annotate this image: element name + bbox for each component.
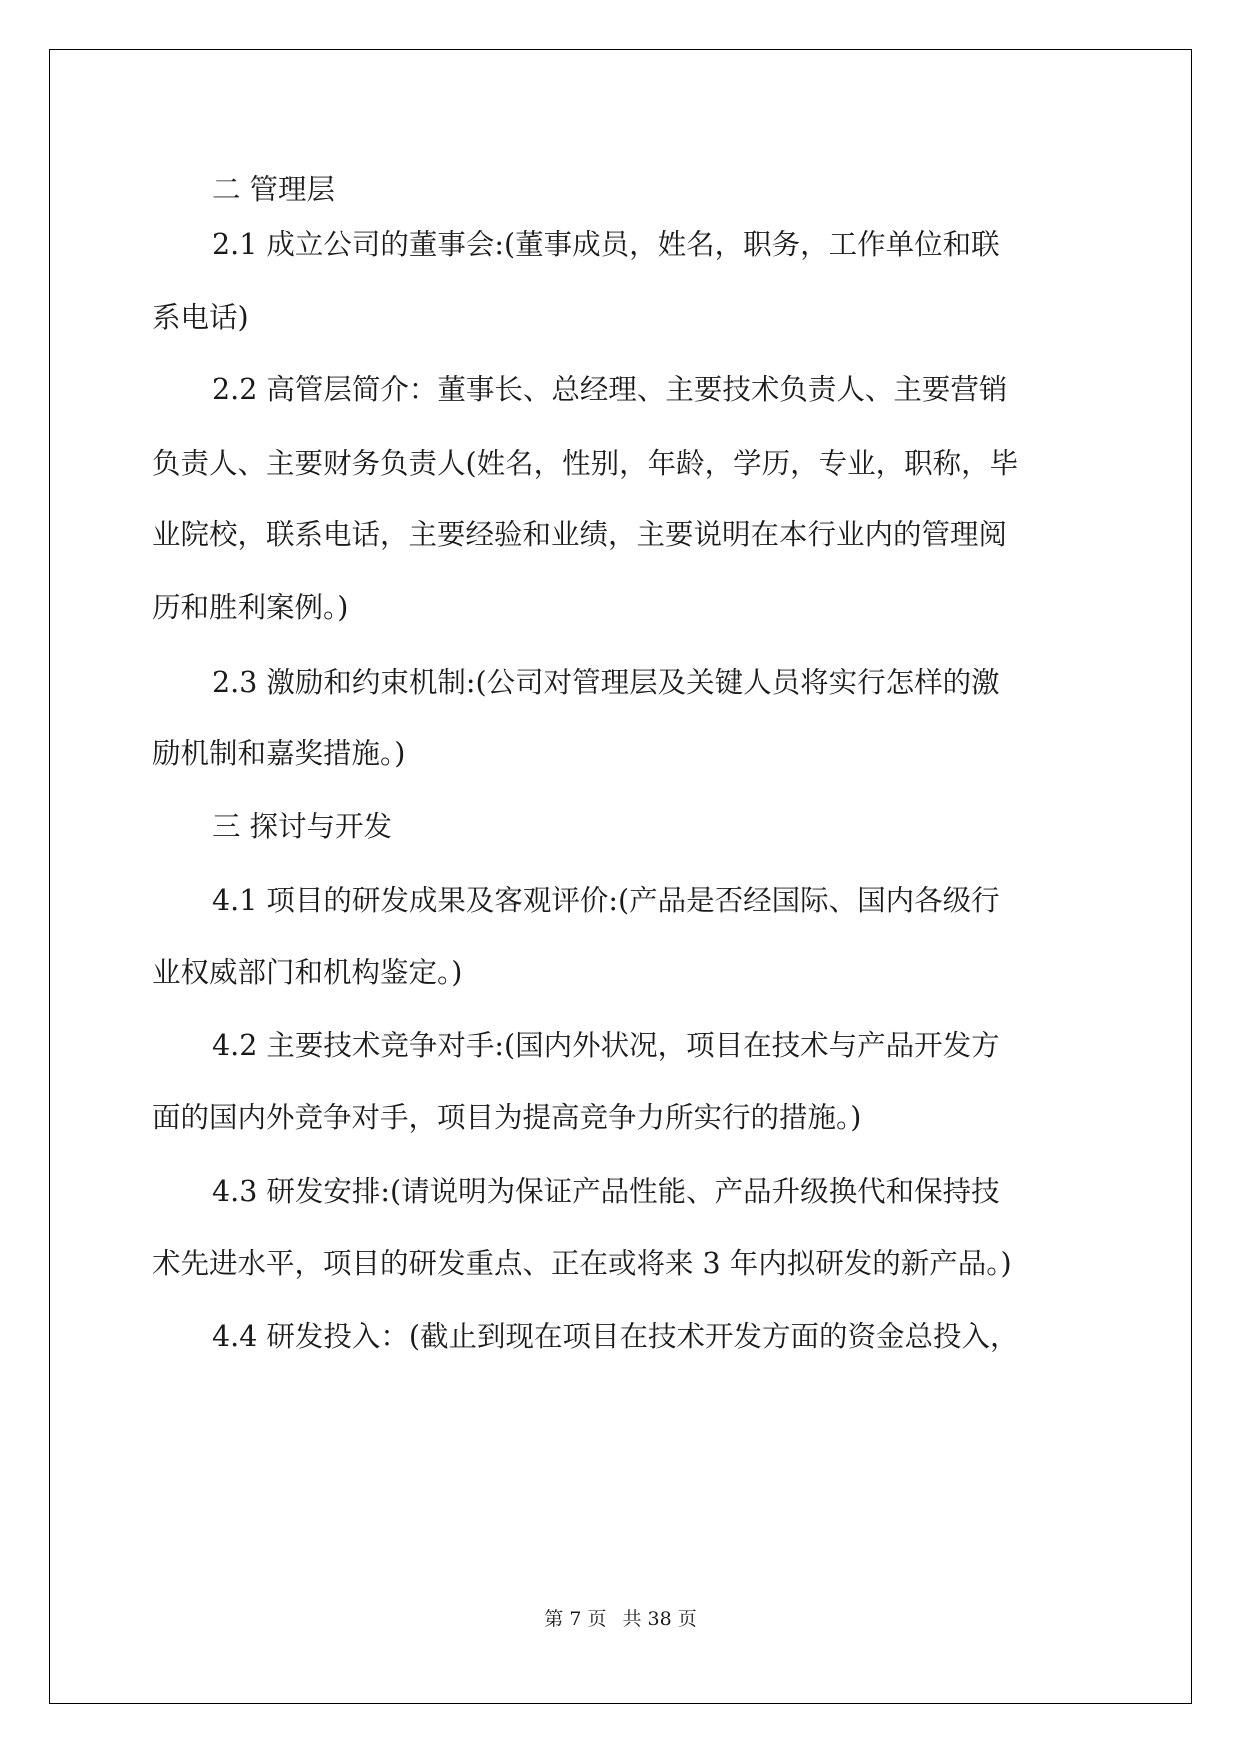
paragraph-2-1-line-1: 2.1 成立公司的董事会:(董事成员，姓名，职务，工作单位和联 — [212, 228, 1000, 261]
paragraph-4-1-line-1: 4.1 项目的研发成果及客观评价:(产品是否经国际、国内各级行 — [212, 884, 1000, 917]
paragraph-4-2-line-1: 4.2 主要技术竞争对手:(国内外状况，项目在技术与产品开发方 — [212, 1029, 1000, 1062]
paragraph-2-2-line-1: 2.2 高管层简介：董事长、总经理、主要技术负责人、主要营销 — [212, 373, 1008, 406]
paragraph-2-3-line-1: 2.3 激励和约束机制:(公司对管理层及关键人员将实行怎样的激 — [212, 666, 1000, 699]
page-total: 共 38 页 — [622, 1608, 697, 1630]
paragraph-2-2-line-3: 业院校，联系电话，主要经验和业绩，主要说明在本行业内的管理阅 — [152, 518, 1008, 551]
heading-research: 三 探讨与开发 — [212, 810, 393, 843]
paragraph-2-2-line-4: 历和胜利案例。) — [152, 591, 349, 624]
paragraph-4-1-line-2: 业权威部门和机构鉴定。) — [152, 956, 463, 989]
paragraph-2-3-line-2: 励机制和嘉奖措施。) — [152, 737, 406, 770]
paragraph-4-3-line-2: 术先进水平，项目的研发重点、正在或将来 3 年内拟研发的新产品。) — [152, 1247, 1012, 1280]
paragraph-4-2-line-2: 面的国内外竞争对手，项目为提高竞争力所实行的措施。) — [152, 1101, 862, 1134]
paragraph-4-4-line-1: 4.4 研发投入：(截止到现在项目在技术开发方面的资金总投入， — [212, 1320, 1019, 1353]
paragraph-2-1-line-2: 系电话) — [152, 301, 249, 334]
paragraph-2-2-line-2: 负责人、主要财务负责人(姓名，性别，年龄，学历，专业，职称，毕 — [152, 447, 1019, 480]
page-footer — [0, 1605, 1241, 1633]
paragraph-4-3-line-1: 4.3 研发安排:(请说明为保证产品性能、产品升级换代和保持技 — [212, 1175, 1000, 1208]
heading-management: 二 管理层 — [212, 173, 336, 206]
page-number: 第 7 页 — [544, 1608, 607, 1630]
